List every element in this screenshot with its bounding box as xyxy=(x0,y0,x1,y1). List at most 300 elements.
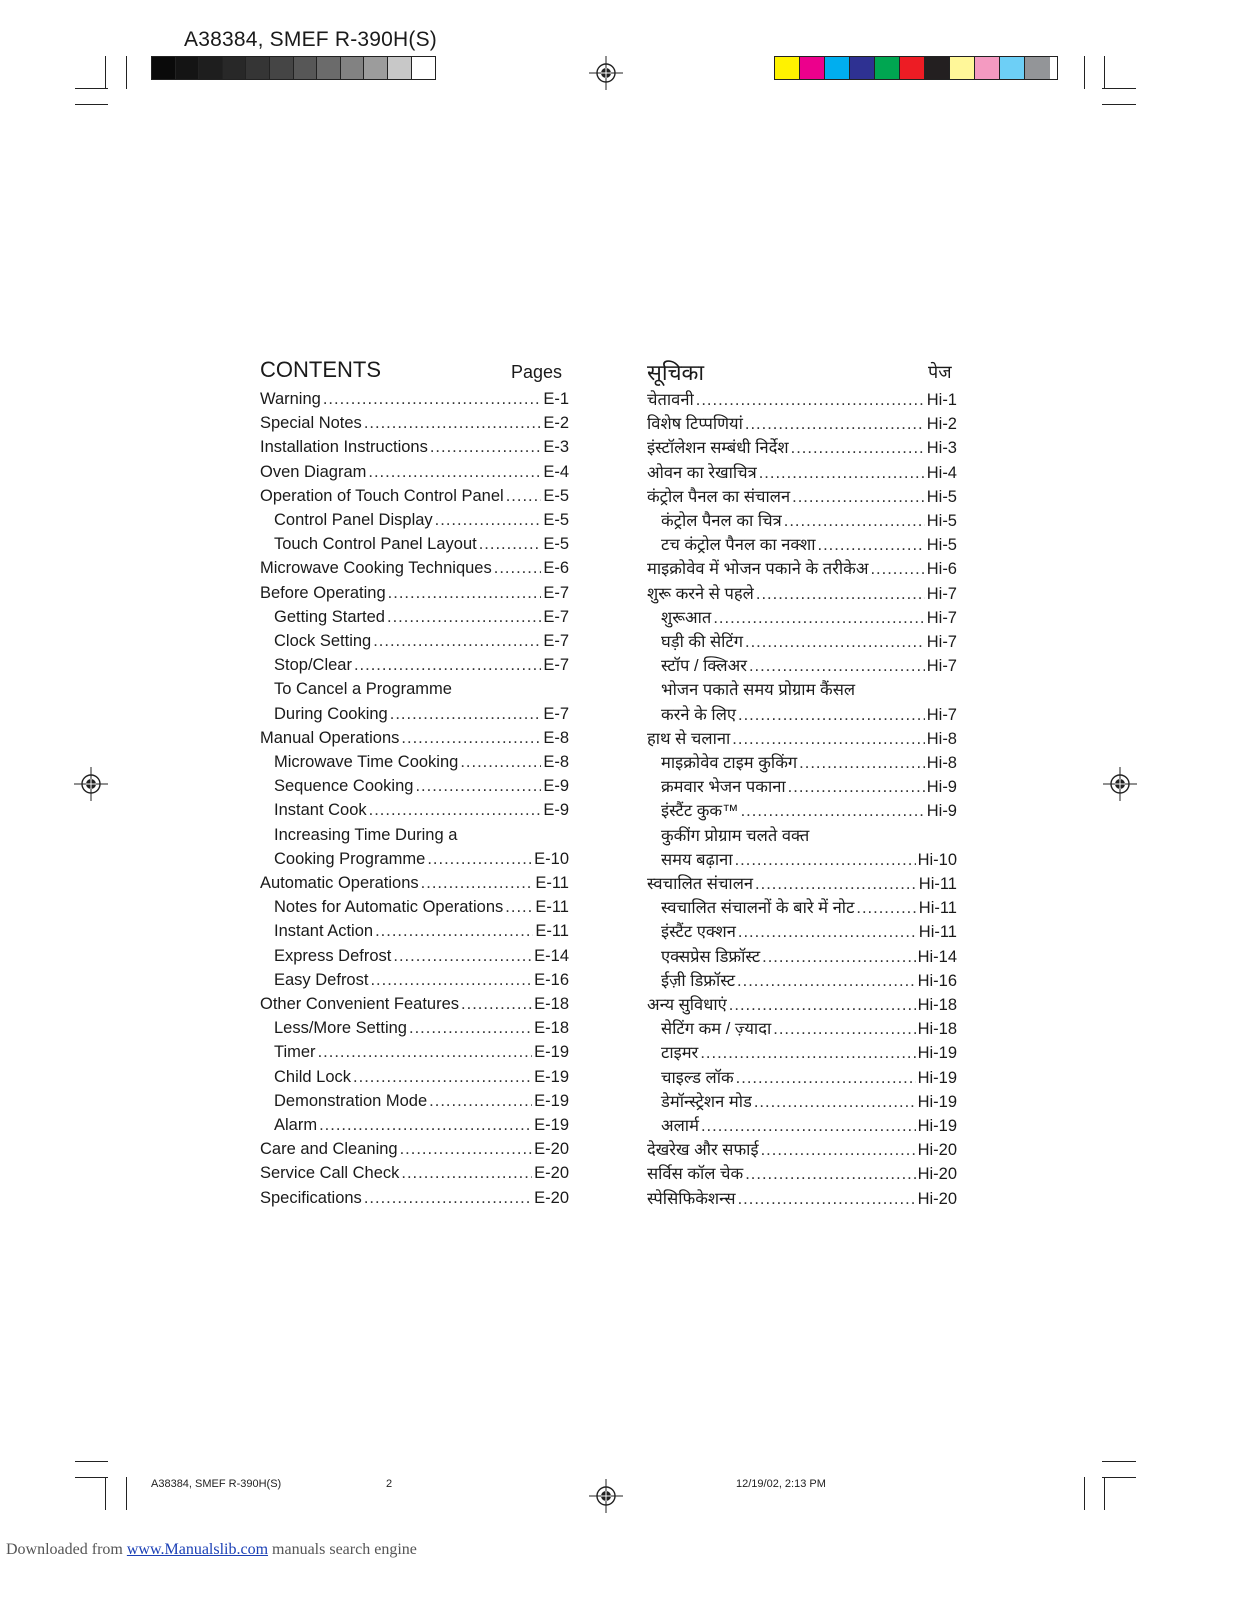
toc-entry-page: E-10 xyxy=(534,849,569,868)
crop-mark xyxy=(1102,104,1136,105)
toc-entry xyxy=(661,535,957,555)
toc-entry-label: इंस्टॉलेशन सम्बंधी निर्देश xyxy=(647,439,789,458)
toc-entry-page: E-11 xyxy=(535,874,569,892)
toc-entry-page: Hi-9 xyxy=(926,802,957,821)
toc-entry-label: Service Call Check xyxy=(260,1164,400,1183)
toc-entry-page: Hi-19 xyxy=(917,1044,957,1063)
color-calibration-bar xyxy=(774,56,1058,80)
toc-entry xyxy=(661,680,957,700)
toc-entry-page: Hi-11 xyxy=(918,899,957,918)
toc-entry xyxy=(274,897,569,917)
toc-entry-label: चेतावनी xyxy=(647,391,694,409)
toc-leader-dots xyxy=(364,413,542,433)
toc-entry-label: स्पेसिफिकेशन्स xyxy=(647,1189,736,1208)
toc-entry xyxy=(661,971,957,991)
toc-leader-dots xyxy=(784,511,925,531)
toc-entry xyxy=(274,607,569,627)
toc-entry-page: E-7 xyxy=(543,656,569,675)
toc-entry xyxy=(260,486,569,506)
toc-entry xyxy=(260,558,569,578)
color-swatch xyxy=(412,57,436,79)
toc-leader-dots xyxy=(741,801,925,821)
toc-entry-label: Demonstration Mode xyxy=(274,1091,428,1110)
toc-leader-dots xyxy=(421,873,534,893)
toc-leader-dots xyxy=(430,437,541,457)
toc-entry-label: घड़ी की सेटिंग xyxy=(661,633,743,651)
toc-entry-label: सेटिंग कम / ज़्यादा xyxy=(661,1020,772,1039)
toc-leader-dots xyxy=(323,389,541,409)
toc-entry-page: E-5 xyxy=(543,511,569,529)
toc-leader-dots xyxy=(353,1067,532,1087)
toc-entry-page: Hi-19 xyxy=(917,1068,957,1087)
toc-leader-dots xyxy=(735,850,916,870)
toc-entry-label: कुकींग प्रोग्राम चलते वक्त xyxy=(661,826,810,845)
toc-entry-label: Microwave Cooking Techniques xyxy=(260,559,492,578)
crop-mark xyxy=(105,56,106,89)
grayscale-calibration-bar xyxy=(151,56,436,80)
toc-leader-dots xyxy=(738,922,917,942)
toc-entry xyxy=(661,632,957,652)
toc-entry-label: अन्य सुविधाएं xyxy=(647,996,727,1014)
toc-entry xyxy=(647,414,957,434)
download-notice-suffix: manuals search engine xyxy=(268,1541,417,1558)
footer-document-code: A38384, SMEF R-390H(S) xyxy=(151,1478,282,1490)
toc-entry-label: हाथ से चलाना xyxy=(647,729,731,748)
toc-entry xyxy=(260,583,569,603)
toc-entry-label: शुरूआत xyxy=(661,608,712,627)
toc-entry-page: E-11 xyxy=(535,898,569,917)
toc-entry-label: Microwave Time Cooking xyxy=(274,753,459,771)
toc-entry-label: माइक्रोवेव में भोजन पकाने के तरीकेअ xyxy=(647,560,869,579)
toc-entry-label: Oven Diagram xyxy=(260,462,367,481)
toc-entry-page: E-20 xyxy=(534,1188,569,1207)
toc-leader-dots xyxy=(505,897,533,917)
toc-entry xyxy=(661,947,957,967)
toc-entry xyxy=(260,437,569,457)
toc-leader-dots xyxy=(713,608,924,628)
toc-leader-dots xyxy=(354,655,541,675)
toc-entry-label: Operation of Touch Control Panel xyxy=(260,486,504,505)
toc-leader-dots xyxy=(738,1189,916,1209)
toc-entry xyxy=(260,389,569,409)
toc-leader-dots xyxy=(370,970,532,990)
toc-entry-label: Special Notes xyxy=(260,414,362,433)
toc-entry-page: Hi-9 xyxy=(926,778,957,797)
toc-entry xyxy=(647,874,957,894)
toc-leader-dots xyxy=(494,558,542,578)
toc-entry-page: Hi-18 xyxy=(917,1020,957,1039)
toc-entry xyxy=(260,462,569,482)
registration-mark-icon xyxy=(74,767,108,801)
color-swatch xyxy=(800,57,825,79)
toc-leader-dots xyxy=(387,607,541,627)
toc-leader-dots xyxy=(427,849,532,869)
color-swatch xyxy=(270,57,294,79)
toc-entry xyxy=(260,1139,569,1159)
toc-entry-label: Touch Control Panel Layout xyxy=(274,535,477,554)
toc-entry-page: Hi-2 xyxy=(926,415,957,434)
toc-entry-label: इंस्टैंट कुक™ xyxy=(661,802,739,821)
toc-entry-page: E-7 xyxy=(543,704,569,723)
toc-entry-label: करने के लिए xyxy=(661,705,737,724)
toc-leader-dots xyxy=(749,656,925,676)
color-swatch xyxy=(341,57,365,79)
crop-mark xyxy=(126,1477,127,1510)
toc-entry-label: अलार्म xyxy=(661,1117,699,1135)
toc-entry-page: E-18 xyxy=(534,1019,569,1038)
toc-entry-label: ओवन का रेखाचित्र xyxy=(647,463,757,482)
toc-leader-dots xyxy=(792,487,925,507)
contents-title-hindi: सूचिका xyxy=(647,360,705,385)
crop-mark xyxy=(1104,56,1105,89)
toc-entry xyxy=(274,655,569,675)
crop-mark xyxy=(126,56,127,89)
toc-leader-dots xyxy=(756,584,925,604)
toc-entry xyxy=(661,1092,957,1112)
toc-entry-label: Specifications xyxy=(260,1188,362,1207)
download-notice xyxy=(6,1541,417,1559)
toc-entry-page: Hi-7 xyxy=(926,633,957,651)
toc-leader-dots xyxy=(368,462,541,482)
toc-entry-label: Other Convenient Features xyxy=(260,995,460,1013)
toc-leader-dots xyxy=(745,1164,915,1184)
toc-entry-label: Alarm xyxy=(274,1116,318,1134)
crop-mark xyxy=(1102,88,1136,89)
toc-leader-dots xyxy=(732,729,924,749)
toc-leader-dots xyxy=(745,414,925,434)
toc-leader-dots xyxy=(737,971,916,991)
toc-entry-label: Care and Cleaning xyxy=(260,1140,398,1159)
toc-entry-page: Hi-7 xyxy=(926,705,957,724)
toc-entry-page: E-19 xyxy=(534,1067,569,1086)
crop-mark xyxy=(75,88,108,89)
toc-entry-page: Hi-10 xyxy=(917,850,957,869)
toc-leader-dots xyxy=(461,994,532,1014)
toc-entry-page: E-9 xyxy=(543,801,569,820)
toc-leader-dots xyxy=(506,486,542,506)
toc-leader-dots xyxy=(754,1092,916,1112)
toc-leader-dots xyxy=(373,631,541,651)
toc-leader-dots xyxy=(799,753,925,773)
toc-entry-page: Hi-19 xyxy=(917,1117,957,1135)
toc-leader-dots xyxy=(745,632,925,652)
toc-entry-label: सर्विस कॉल चेक xyxy=(647,1165,744,1184)
toc-entry xyxy=(274,1067,569,1087)
toc-entry-page: E-8 xyxy=(543,753,569,771)
toc-entry-label: समय बढ़ाना xyxy=(661,850,733,869)
toc-entry-label: To Cancel a Programme xyxy=(274,680,452,699)
toc-leader-dots xyxy=(479,534,542,554)
crop-mark xyxy=(75,1461,108,1462)
toc-entry-label: कंट्रोल पैनल का चित्र xyxy=(661,512,782,530)
toc-leader-dots xyxy=(401,1163,532,1183)
toc-leader-dots xyxy=(696,390,925,410)
toc-entry xyxy=(647,463,957,483)
toc-entry xyxy=(274,776,569,796)
registration-mark-icon xyxy=(589,56,623,90)
toc-entry-label: चाइल्ड लॉक xyxy=(661,1068,734,1087)
toc-entry xyxy=(274,849,569,869)
toc-leader-dots xyxy=(729,995,916,1015)
toc-entry-label: Control Panel Display xyxy=(274,511,433,529)
toc-entry-page: E-3 xyxy=(543,438,569,457)
toc-entry-label: Getting Started xyxy=(274,607,385,626)
toc-entry xyxy=(274,825,569,845)
contents-pages-label: Pages xyxy=(511,362,563,382)
toc-entry-label: इंस्टैंट एक्शन xyxy=(661,923,736,942)
toc-leader-dots xyxy=(319,1115,532,1135)
toc-leader-dots xyxy=(369,800,542,820)
toc-entry-label: Increasing Time During a xyxy=(274,825,458,844)
toc-entry-label: स्टॉप / क्लिअर xyxy=(661,657,747,676)
toc-entry-page: E-19 xyxy=(534,1043,569,1062)
toc-entry-page: E-16 xyxy=(534,970,569,989)
toc-entry-label: Easy Defrost xyxy=(274,970,369,989)
crop-mark xyxy=(105,1477,106,1510)
toc-entry xyxy=(661,1043,957,1063)
color-swatch xyxy=(850,57,875,79)
toc-leader-dots xyxy=(755,874,917,894)
toc-entry xyxy=(274,704,569,724)
toc-entry xyxy=(647,1164,957,1184)
toc-entry-label: डेमॉन्स्ट्रेशन मोड xyxy=(661,1092,752,1111)
toc-entry-page: Hi-14 xyxy=(917,947,957,966)
toc-entry-page: Hi-20 xyxy=(917,1141,957,1160)
toc-entry-label: क्रमवार भेजन पकाना xyxy=(661,778,786,797)
toc-entry xyxy=(274,752,569,772)
color-swatch xyxy=(1025,57,1050,79)
toc-entry-page: Hi-11 xyxy=(918,923,957,942)
toc-entry-page: Hi-11 xyxy=(918,875,957,893)
toc-entry xyxy=(274,1042,569,1062)
color-swatch xyxy=(152,57,176,79)
toc-entry-label: Warning xyxy=(260,390,321,408)
footer-page-number: 2 xyxy=(386,1478,393,1490)
toc-entry-label: स्वचालित संचालनों के बारे में नोट xyxy=(661,899,855,918)
toc-entry-page: Hi-3 xyxy=(926,439,957,458)
crop-mark xyxy=(1102,1461,1136,1462)
crop-mark xyxy=(1084,56,1085,89)
toc-entry xyxy=(647,559,957,579)
color-swatch xyxy=(825,57,850,79)
download-notice-prefix: Downloaded from xyxy=(6,1541,127,1558)
toc-entry-label: विशेष टिप्पणियां xyxy=(647,415,743,434)
toc-entry xyxy=(661,777,957,797)
toc-leader-dots xyxy=(401,728,541,748)
footer-datetime: 12/19/02, 2:13 PM xyxy=(736,1478,826,1490)
contents-title: CONTENTS xyxy=(260,357,381,382)
toc-leader-dots xyxy=(700,1043,915,1063)
toc-leader-dots xyxy=(701,1116,916,1136)
toc-leader-dots xyxy=(375,921,533,941)
toc-leader-dots xyxy=(856,898,916,918)
toc-leader-dots xyxy=(415,776,541,796)
toc-entry-label: Automatic Operations xyxy=(260,874,419,892)
toc-entry-page: Hi-5 xyxy=(926,536,957,555)
toc-entry-label: During Cooking xyxy=(274,704,388,723)
toc-leader-dots xyxy=(791,438,925,458)
toc-leader-dots xyxy=(460,752,541,772)
toc-entry-label: Installation Instructions xyxy=(260,438,428,457)
toc-leader-dots xyxy=(364,1188,532,1208)
toc-entry-label: शुरू करने से पहले xyxy=(647,584,754,603)
toc-entry xyxy=(647,1189,957,1209)
crop-mark xyxy=(1102,1477,1136,1478)
color-swatch xyxy=(223,57,247,79)
color-swatch xyxy=(925,57,950,79)
color-swatch xyxy=(950,57,975,79)
toc-entry xyxy=(661,1068,957,1088)
toc-entry xyxy=(274,1018,569,1038)
toc-entry xyxy=(661,1116,957,1136)
toc-entry xyxy=(274,534,569,554)
crop-mark xyxy=(75,1477,108,1478)
toc-entry-page: Hi-4 xyxy=(926,463,957,482)
toc-entry xyxy=(661,753,957,773)
toc-leader-dots xyxy=(400,1139,533,1159)
toc-entry xyxy=(260,413,569,433)
toc-entry-page: E-9 xyxy=(543,777,569,796)
toc-entry-label: टाइमर xyxy=(661,1044,699,1063)
toc-entry xyxy=(661,705,957,725)
registration-mark-icon xyxy=(589,1479,623,1513)
toc-entry-label: देखरेख और सफाई xyxy=(647,1141,759,1160)
toc-entry xyxy=(274,631,569,651)
toc-entry-label: भोजन पकाते समय प्रोग्राम कैंसल xyxy=(661,681,856,700)
toc-entry-page: E-1 xyxy=(543,390,569,408)
toc-entry xyxy=(274,679,569,699)
toc-leader-dots xyxy=(318,1042,533,1062)
toc-entry-page: Hi-7 xyxy=(926,608,957,627)
toc-entry-page: E-7 xyxy=(543,583,569,602)
toc-entry-page: E-20 xyxy=(534,1140,569,1159)
toc-entry-label: Notes for Automatic Operations xyxy=(274,898,504,917)
toc-entry-page: E-4 xyxy=(543,462,569,481)
color-swatch xyxy=(317,57,341,79)
toc-entry-page: Hi-7 xyxy=(926,584,957,603)
toc-entry xyxy=(274,1091,569,1111)
toc-entry xyxy=(274,1115,569,1135)
toc-entry-label: Stop/Clear xyxy=(274,656,352,675)
toc-entry-page: E-2 xyxy=(543,414,569,433)
toc-entry-page: E-5 xyxy=(543,535,569,554)
toc-entry xyxy=(647,438,957,458)
toc-leader-dots xyxy=(818,535,925,555)
color-swatch xyxy=(388,57,412,79)
toc-entry-label: Instant Action xyxy=(274,922,374,941)
toc-entry xyxy=(661,801,957,821)
toc-entry-page: Hi-6 xyxy=(926,560,957,579)
contents-pages-label-hindi: पेज xyxy=(928,362,952,382)
toc-entry-page: E-11 xyxy=(535,922,569,941)
toc-leader-dots xyxy=(388,583,542,603)
toc-entry-label: माइक्रोवेव टाइम कुकिंग xyxy=(661,754,798,772)
toc-entry xyxy=(274,800,569,820)
toc-leader-dots xyxy=(738,705,925,725)
toc-entry-page: Hi-18 xyxy=(917,996,957,1014)
toc-entry-label: Before Operating xyxy=(260,583,386,602)
toc-entry xyxy=(647,1140,957,1160)
toc-entry-label: Express Defrost xyxy=(274,946,392,965)
toc-entry-page: Hi-1 xyxy=(926,391,957,409)
toc-entry xyxy=(274,946,569,966)
color-swatch xyxy=(875,57,900,79)
toc-entry-page: E-14 xyxy=(534,946,569,965)
toc-entry xyxy=(661,850,957,870)
toc-leader-dots xyxy=(759,463,925,483)
toc-entry xyxy=(260,1163,569,1183)
color-swatch xyxy=(900,57,925,79)
toc-entry-label: Timer xyxy=(274,1043,316,1062)
toc-entry-page: E-7 xyxy=(543,632,569,650)
toc-leader-dots xyxy=(870,559,924,579)
toc-entry-page: E-5 xyxy=(543,486,569,505)
toc-entry xyxy=(274,510,569,530)
toc-entry xyxy=(647,995,957,1015)
color-swatch xyxy=(176,57,200,79)
toc-entry-page: Hi-5 xyxy=(926,512,957,530)
color-swatch xyxy=(775,57,800,79)
color-swatch xyxy=(975,57,1000,79)
toc-entry-page: Hi-7 xyxy=(926,657,957,676)
toc-leader-dots xyxy=(761,1140,916,1160)
toc-entry xyxy=(260,728,569,748)
toc-entry-page: E-19 xyxy=(534,1091,569,1110)
toc-entry-label: Sequence Cooking xyxy=(274,777,414,796)
toc-entry-page: Hi-20 xyxy=(917,1189,957,1208)
toc-entry xyxy=(661,826,957,846)
toc-entry-label: Manual Operations xyxy=(260,728,400,747)
toc-leader-dots xyxy=(736,1068,916,1088)
color-swatch xyxy=(246,57,270,79)
toc-entry-page: E-7 xyxy=(543,607,569,626)
color-swatch xyxy=(364,57,388,79)
crop-mark xyxy=(1104,1477,1105,1510)
toc-entry-page: E-19 xyxy=(534,1116,569,1134)
toc-entry-page: Hi-16 xyxy=(917,971,957,990)
toc-leader-dots xyxy=(773,1019,915,1039)
toc-entry-label: स्वचालित संचालन xyxy=(647,875,754,893)
toc-leader-dots xyxy=(435,510,542,530)
toc-leader-dots xyxy=(762,947,915,967)
toc-entry-page: E-18 xyxy=(534,995,569,1013)
toc-entry-label: कंट्रोल पैनल का संचालन xyxy=(647,487,791,506)
toc-entry-page: Hi-5 xyxy=(926,487,957,506)
toc-entry xyxy=(647,729,957,749)
toc-entry xyxy=(661,898,957,918)
toc-entry-page: E-8 xyxy=(543,728,569,747)
toc-entry xyxy=(260,994,569,1014)
toc-entry-label: Child Lock xyxy=(274,1067,352,1086)
toc-entry-page: E-6 xyxy=(543,559,569,578)
toc-entry-page: Hi-20 xyxy=(917,1165,957,1184)
toc-entry xyxy=(661,511,957,531)
color-swatch xyxy=(199,57,223,79)
toc-entry xyxy=(647,487,957,507)
toc-entry xyxy=(260,873,569,893)
toc-entry-label: Cooking Programme xyxy=(274,849,426,868)
color-swatch xyxy=(294,57,318,79)
toc-entry-page: Hi-19 xyxy=(917,1092,957,1111)
toc-entry-page: E-20 xyxy=(534,1164,569,1183)
manualslib-link[interactable]: www.Manualslib.com xyxy=(126,1541,269,1558)
toc-entry xyxy=(274,921,569,941)
color-swatch xyxy=(1000,57,1025,79)
toc-entry-label: एक्सप्रेस डिफ्रॉस्ट xyxy=(661,947,761,966)
crop-mark xyxy=(75,104,108,105)
toc-leader-dots xyxy=(788,777,925,797)
toc-entry xyxy=(661,922,957,942)
